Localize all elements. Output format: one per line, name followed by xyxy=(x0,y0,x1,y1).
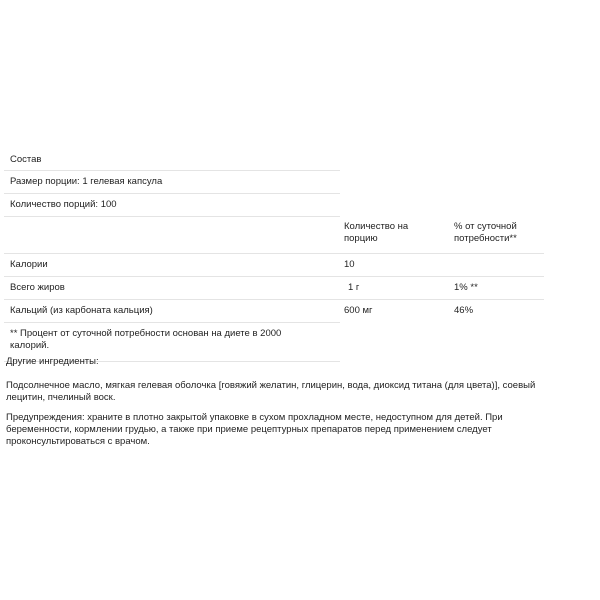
warnings-text: Предупреждения: храните в плотно закрытой упаковке в сухом прохладном месте, недоступном для детей. При беременности, кормлении грудью, а также при приеме рецептурных препаратов перед применением следует проконсультироваться с врачом. xyxy=(6,412,503,447)
servings-per-container: Количество порций: 100 xyxy=(10,199,117,210)
nutrient-amount: 600 мг xyxy=(344,305,373,316)
facts-title: Состав xyxy=(10,154,42,165)
other-ingredients-text: Подсолнечное масло, мягкая гелевая оболочка [говяжий желатин, глицерин, вода, диоксид титана (для цвета)], соевый лецитин, пчелиный воск. xyxy=(6,380,536,403)
facts-title-row xyxy=(4,148,340,171)
serving-size: Размер порции: 1 гелевая капсула xyxy=(10,176,163,187)
nutrient-amount: 1 г xyxy=(348,282,360,293)
nutrient-dv: 46% xyxy=(454,305,474,316)
servings-per-container-row xyxy=(4,194,340,217)
nutrient-dv: 1% ** xyxy=(454,282,478,293)
nutrient-name: Всего жиров xyxy=(10,282,65,293)
supplement-facts-table xyxy=(4,148,544,362)
nutrient-name: Кальций (из карбоната кальция) xyxy=(10,305,153,316)
nutrient-name: Калории xyxy=(10,259,48,270)
serving-size-row xyxy=(4,171,340,194)
other-ingredients-title: Другие ингредиенты: xyxy=(6,356,99,367)
column-header-row xyxy=(4,217,544,253)
daily-value-header: % от суточной потребности** xyxy=(454,221,517,244)
nutrient-row xyxy=(4,276,544,299)
nutrient-row xyxy=(4,253,544,276)
nutrient-amount: 10 xyxy=(344,259,355,270)
daily-value-footnote: ** Процент от суточной потребности основан на диете в 2000 калорий. xyxy=(10,328,282,351)
nutrient-row xyxy=(4,299,544,322)
amount-per-serving-header: Количество на порцию xyxy=(344,221,409,244)
